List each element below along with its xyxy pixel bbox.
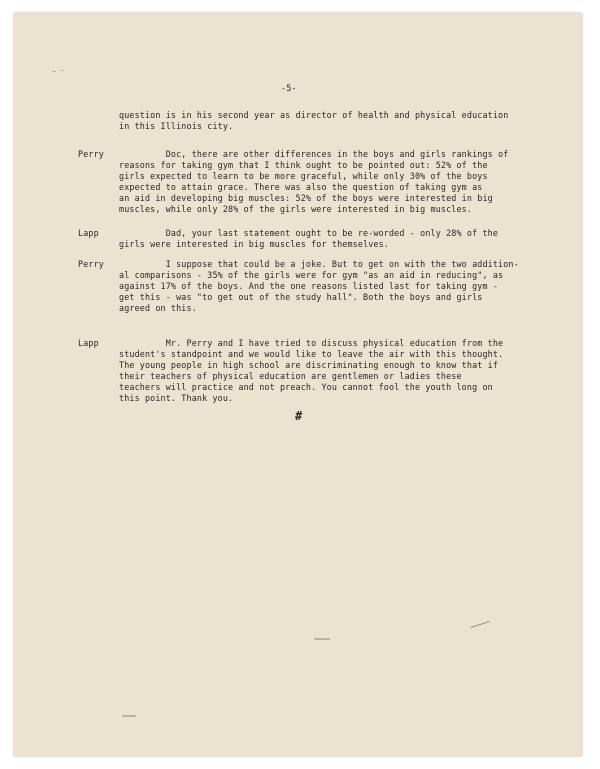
text-line: muscles, while only 28% of the girls were interested in big muscles.: [119, 204, 473, 214]
text-line: girls were interested in big muscles for themselves.: [119, 239, 389, 249]
paper-speck: [61, 70, 64, 71]
paper-speck: [314, 638, 330, 640]
text-line: girls expected to learn to be more graceful, while only 30% of the boys: [119, 171, 488, 181]
text-line: Dad, your last statement ought to be re-worded - only 28% of the: [119, 228, 499, 238]
text-line: Doc, there are other differences in the boys and girls rankings of: [119, 149, 509, 159]
text-line: an aid in developing big muscles: 52% of the boys were interested in big: [119, 193, 493, 203]
text-line: expected to attain grace. There was also the question of taking gym as: [119, 182, 483, 192]
page-number: -5-: [281, 83, 297, 93]
paragraph-text: [119, 259, 519, 314]
text-line: question is in his second year as director of health and physical education: [119, 110, 509, 120]
paper-speck: [52, 71, 56, 72]
text-line: agreed on this.: [119, 303, 197, 313]
text-line: I suppose that could be a joke. But to get on with the two addition-: [119, 259, 519, 269]
speaker-name: Perry: [78, 149, 104, 159]
text-line: Mr. Perry and I have tried to discuss physical education from the: [119, 338, 504, 348]
text-line: student's standpoint and we would like to leave the air with this thought.: [119, 349, 504, 359]
speaker-name: Perry: [78, 259, 104, 269]
text-line: against 17% of the boys. And the one reasons listed last for taking gym -: [119, 281, 499, 291]
text-line: reasons for taking gym that I think ought to be pointed out: 52% of the: [119, 160, 488, 170]
text-line: get this - was "to get out of the study hall". Both the boys and girls: [119, 292, 483, 302]
text-line: this point. Thank you.: [119, 393, 234, 403]
paragraph-text: [119, 110, 508, 132]
paragraph-text: [119, 338, 503, 404]
speaker-name: Lapp: [78, 338, 99, 348]
speaker-name: Lapp: [78, 228, 99, 238]
text-line: teachers will practice and not preach. You cannot fool the youth long on: [119, 382, 493, 392]
paper-speck: [122, 715, 136, 717]
text-line: in this Illinois city.: [119, 121, 234, 131]
end-mark: #: [295, 409, 303, 423]
text-line: their teachers of physical education are gentlemen or ladies these: [119, 371, 462, 381]
paragraph-text: [119, 228, 498, 250]
text-line: al comparisons - 35% of the girls were for gym "as an aid in reducing", as: [119, 270, 504, 280]
text-line: The young people in high school are discriminating enough to know that if: [119, 360, 499, 370]
paper-mark: [470, 621, 489, 628]
paragraph-text: [119, 149, 508, 215]
document-page: [14, 13, 582, 756]
